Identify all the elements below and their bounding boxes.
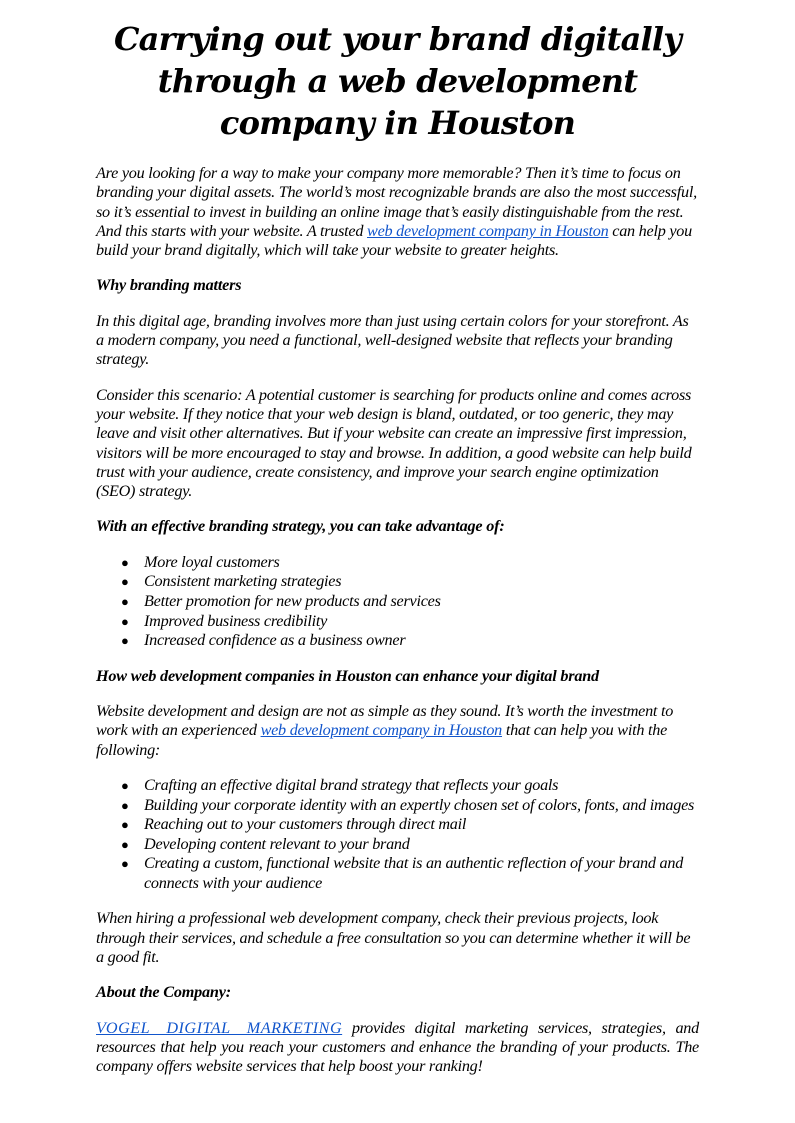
intro-text-after-link: can help you build your brand digitally, which will take your website to greater heights. — [96, 221, 692, 260]
list-item — [96, 776, 699, 796]
list-item-text: Increased confidence as a business owner — [144, 631, 406, 650]
bullet-icon: ● — [121, 856, 129, 872]
bullet-icon: ● — [121, 777, 129, 793]
services-list — [96, 776, 699, 894]
document-title: Carrying out your brand digitally through a web development company in Houston — [113, 20, 682, 142]
list-item-text: Developing content relevant to your brand — [144, 834, 410, 853]
list-item — [96, 592, 699, 612]
list-item — [96, 612, 699, 632]
bullet-icon: ● — [121, 593, 129, 609]
bullet-icon: ● — [121, 554, 129, 570]
list-item-text: Consistent marketing strategies — [144, 572, 342, 591]
bullet-icon: ● — [121, 574, 129, 590]
houston-text-after-link: that can help you with the following: — [96, 721, 668, 759]
list-item — [96, 572, 699, 592]
houston-paragraph — [96, 702, 699, 760]
section-heading-about: About the Company: — [96, 983, 231, 1002]
advantages-list — [96, 553, 699, 651]
intro-text-before-link: Are you looking for a way to make your company more memorable? Then it’s time to focus on branding your digital assets. The world’s most recognizable brands are also the most successful, so it’s essential to invest in building an online image that’s easily distinguishable from the rest. And this starts with your website. A trusted — [96, 164, 697, 240]
list-item — [96, 854, 699, 893]
list-item — [96, 835, 699, 855]
list-item-text: Creating a custom, functional website that is an authentic reflection of your brand and connects with your audience — [144, 854, 684, 892]
closing-paragraph: When hiring a professional web development company, check their previous projects, look through their services, and schedule a free consultation so you can determine whether it will be a good fit. — [96, 909, 691, 967]
list-item-text: Building your corporate identity with an expertly chosen set of colors, fonts, and images — [144, 795, 695, 814]
list-item-text: More loyal customers — [144, 552, 280, 571]
section-heading-why-branding: Why branding matters — [96, 276, 242, 295]
list-item-text: Crafting an effective digital brand strategy that reflects your goals — [144, 775, 559, 794]
about-text: provides digital marketing services, strategies, and resources that help you reach your customers and enhance the branding of your products. The company offers website services that help boost your ranking! — [96, 1018, 699, 1076]
list-item — [96, 631, 699, 651]
section-heading-advantages: With an effective branding strategy, you can take advantage of: — [96, 517, 505, 536]
bullet-icon: ● — [121, 633, 129, 649]
list-item — [96, 553, 699, 573]
section-heading-houston-companies: How web development companies in Houston can enhance your digital brand — [96, 666, 599, 685]
vogel-digital-marketing-link[interactable]: VOGEL DIGITAL MARKETING — [96, 1018, 343, 1037]
intro-paragraph — [96, 164, 699, 260]
list-item — [96, 796, 699, 816]
web-development-company-link[interactable]: web development company in Houston — [367, 221, 609, 240]
list-item — [96, 815, 699, 835]
list-item-text: Reaching out to your customers through direct mail — [144, 815, 467, 834]
list-item-text: Better promotion for new products and services — [144, 591, 441, 610]
about-paragraph — [96, 1019, 699, 1077]
list-item-text: Improved business credibility — [144, 611, 328, 630]
branding-paragraph-2: Consider this scenario: A potential customer is searching for products online and comes across your website. If they notice that your web design is bland, outdated, or too generic, they may leave and visit other alternatives. But if your website can create an impressive first impression, visitors will be more encouraged to stay and browse. In addition, a good website can help build trust with your audience, create consistency, and improve your search engine optimization (SEO) strategy. — [96, 385, 692, 501]
bullet-icon: ● — [121, 613, 129, 629]
bullet-icon: ● — [121, 797, 129, 813]
branding-paragraph-1: In this digital age, branding involves more than just using certain colors for your storefront. As a modern company, you need a functional, well-designed website that reflects your branding strategy. — [96, 311, 689, 369]
bullet-icon: ● — [121, 836, 129, 852]
web-development-company-link-2[interactable]: web development company in Houston — [260, 721, 503, 740]
bullet-icon: ● — [121, 817, 129, 833]
document-page — [96, 18, 699, 1093]
houston-text-before-link: Website development and design are not as simple as they sound. It’s worth the investment to work with an experienced — [96, 702, 674, 740]
